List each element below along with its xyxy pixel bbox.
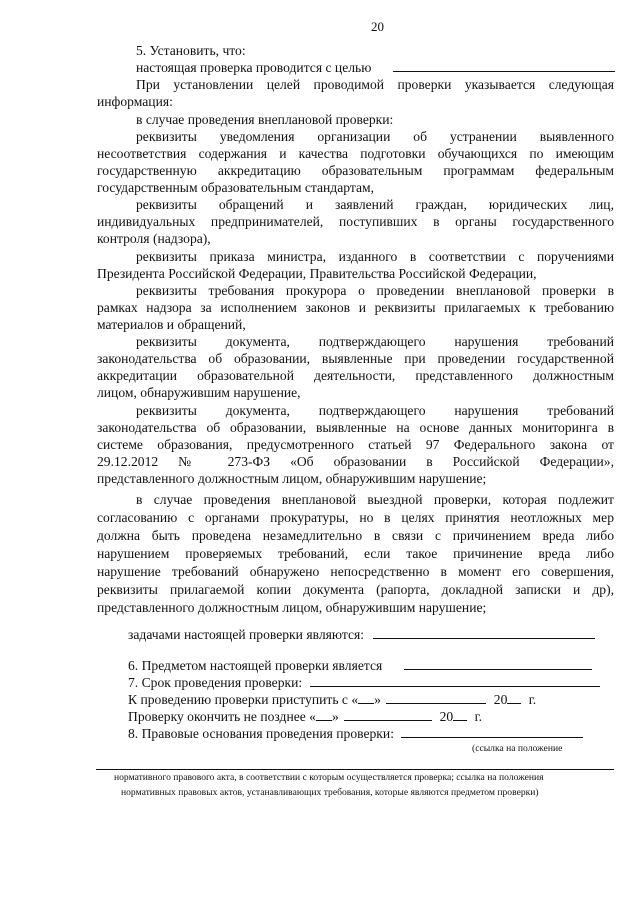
paragraph-line: аккредитации образовательной деятельности, представленного должностным bbox=[97, 368, 614, 383]
section-8-line bbox=[128, 725, 583, 742]
paragraph-line: реквизиты документа, подтверждающего нарушения требований bbox=[136, 403, 614, 418]
start-date-line bbox=[128, 691, 536, 708]
tasks-blank bbox=[373, 626, 595, 639]
paragraph-line: реквизиты уведомления организации об устранении выявленного bbox=[136, 129, 614, 144]
paragraph-line: государственную аккредитацию образовательным программам федеральным bbox=[97, 163, 614, 178]
section-6-blank bbox=[404, 657, 592, 670]
section-7-line bbox=[128, 674, 600, 691]
paragraph-line: реквизиты прилагаемой копии документа (рапорта, докладной записки и др), bbox=[97, 582, 614, 597]
section-8-label: 8. Правовые основания проведения проверки: bbox=[128, 726, 394, 741]
section-7-label: 7. Срок проведения проверки: bbox=[128, 675, 303, 690]
paragraph-line: При установлении целей проводимой проверки указывается следующая bbox=[136, 77, 614, 92]
end-day-close-quote: » bbox=[331, 709, 339, 724]
end-year-prefix: 20 bbox=[439, 709, 454, 724]
paragraph-line: рамках надзора за исполнением законов и реквизиты прилагаемых к требованию bbox=[97, 300, 614, 315]
paragraph-line: реквизиты требования прокурора о проведении внеплановой проверки в bbox=[136, 283, 614, 298]
paragraph-line: реквизиты обращений и заявлений граждан, юридических лиц, bbox=[136, 197, 614, 212]
section-6-line bbox=[128, 657, 592, 674]
start-year-prefix: 20 bbox=[493, 692, 508, 707]
end-date-line bbox=[128, 708, 482, 725]
section-8-blank bbox=[401, 725, 583, 738]
start-month-blank bbox=[386, 691, 486, 704]
start-day-close-quote: » bbox=[374, 692, 381, 707]
paragraph-line: нарушение требований обнаружено непосредственно в момент его совершения, bbox=[97, 564, 614, 579]
tasks-label: задачами настоящей проверки являются: bbox=[128, 627, 365, 642]
divider-line bbox=[96, 769, 614, 770]
paragraph-line: 29.12.2012 № 273-ФЗ «Об образовании в Российской Федерации», bbox=[97, 454, 614, 469]
purpose-label: настоящая проверка проводится с целью bbox=[136, 60, 372, 75]
footnote-line: нормативного правового акта, в соответствии с которым осуществляется проверка; ссылка на положения bbox=[114, 772, 544, 783]
purpose-blank bbox=[393, 59, 615, 72]
start-year-suffix: г. bbox=[528, 692, 537, 707]
paragraph-line: нарушением проверяемых требований, если такое причинение вреда либо bbox=[97, 546, 614, 561]
footnote-line: нормативных правовых актов, устанавливающих требования, которые являются предметом проверки) bbox=[121, 787, 539, 798]
paragraph-line: законодательства об образовании, выявленные на основе данных мониторинга в bbox=[97, 420, 614, 435]
paragraph-line: законодательства об образовании, выявленные при проведении государственной bbox=[97, 351, 614, 366]
paragraph-line: реквизиты документа, подтверждающего нарушения требований bbox=[136, 334, 614, 349]
paragraph-line: информация: bbox=[97, 94, 173, 109]
end-date-label: Проверку окончить не позднее « bbox=[128, 709, 316, 724]
paragraph-line: представленного должностным лицом, обнаружившим нарушение; bbox=[97, 471, 487, 486]
start-year-blank bbox=[507, 691, 521, 704]
paragraph-line: реквизиты приказа министра, изданного в соответствии с поручениями bbox=[136, 249, 614, 264]
page-number: 20 bbox=[371, 19, 384, 34]
paragraph-line: должна быть проведена незамедлительно в связи с причинением вреда либо bbox=[97, 528, 614, 543]
paragraph-line: согласованию с органами прокуратуры, но в целях принятия неотложных мер bbox=[97, 510, 614, 525]
paragraph-line: в случае проведения внеплановой выездной проверки, которая подлежит bbox=[136, 492, 614, 507]
tasks-line bbox=[128, 626, 595, 643]
paragraph-line: лицом, обнаружившим нарушение, bbox=[97, 385, 301, 400]
end-month-blank bbox=[344, 708, 432, 721]
section-7-blank bbox=[310, 674, 600, 687]
paragraph-line: в случае проведения внеплановой проверки: bbox=[136, 112, 394, 127]
end-day-blank bbox=[316, 708, 332, 721]
section-5-heading: 5. Установить, что: bbox=[136, 43, 246, 58]
end-year-suffix: г. bbox=[474, 709, 483, 724]
start-day-blank bbox=[358, 691, 374, 704]
paragraph-line: материалов и обращений, bbox=[97, 317, 246, 332]
purpose-line bbox=[136, 59, 615, 76]
paragraph-line: индивидуальных предпринимателей, поступивших в органы государственного bbox=[97, 214, 614, 229]
paragraph-line: государственным образовательным стандартам, bbox=[97, 180, 375, 195]
paragraph-line: контроля (надзора), bbox=[97, 231, 211, 246]
paragraph-line: представленного должностным лицом, обнаружившим нарушение; bbox=[97, 600, 487, 615]
end-year-blank bbox=[453, 708, 467, 721]
paragraph-line: системе образования, предусмотренного статьей 97 Федерального закона от bbox=[97, 437, 614, 452]
start-date-label: К проведению проверки приступить с « bbox=[128, 692, 359, 707]
paragraph-line: Президента Российской Федерации, Правительства Российской Федерации, bbox=[97, 266, 537, 281]
legal-reference-note: (ссылка на положение bbox=[472, 743, 563, 754]
paragraph-line: несоответствия содержания и качества подготовки обучающихся по имеющим bbox=[97, 146, 614, 161]
section-6-label: 6. Предметом настоящей проверки является bbox=[128, 658, 383, 673]
